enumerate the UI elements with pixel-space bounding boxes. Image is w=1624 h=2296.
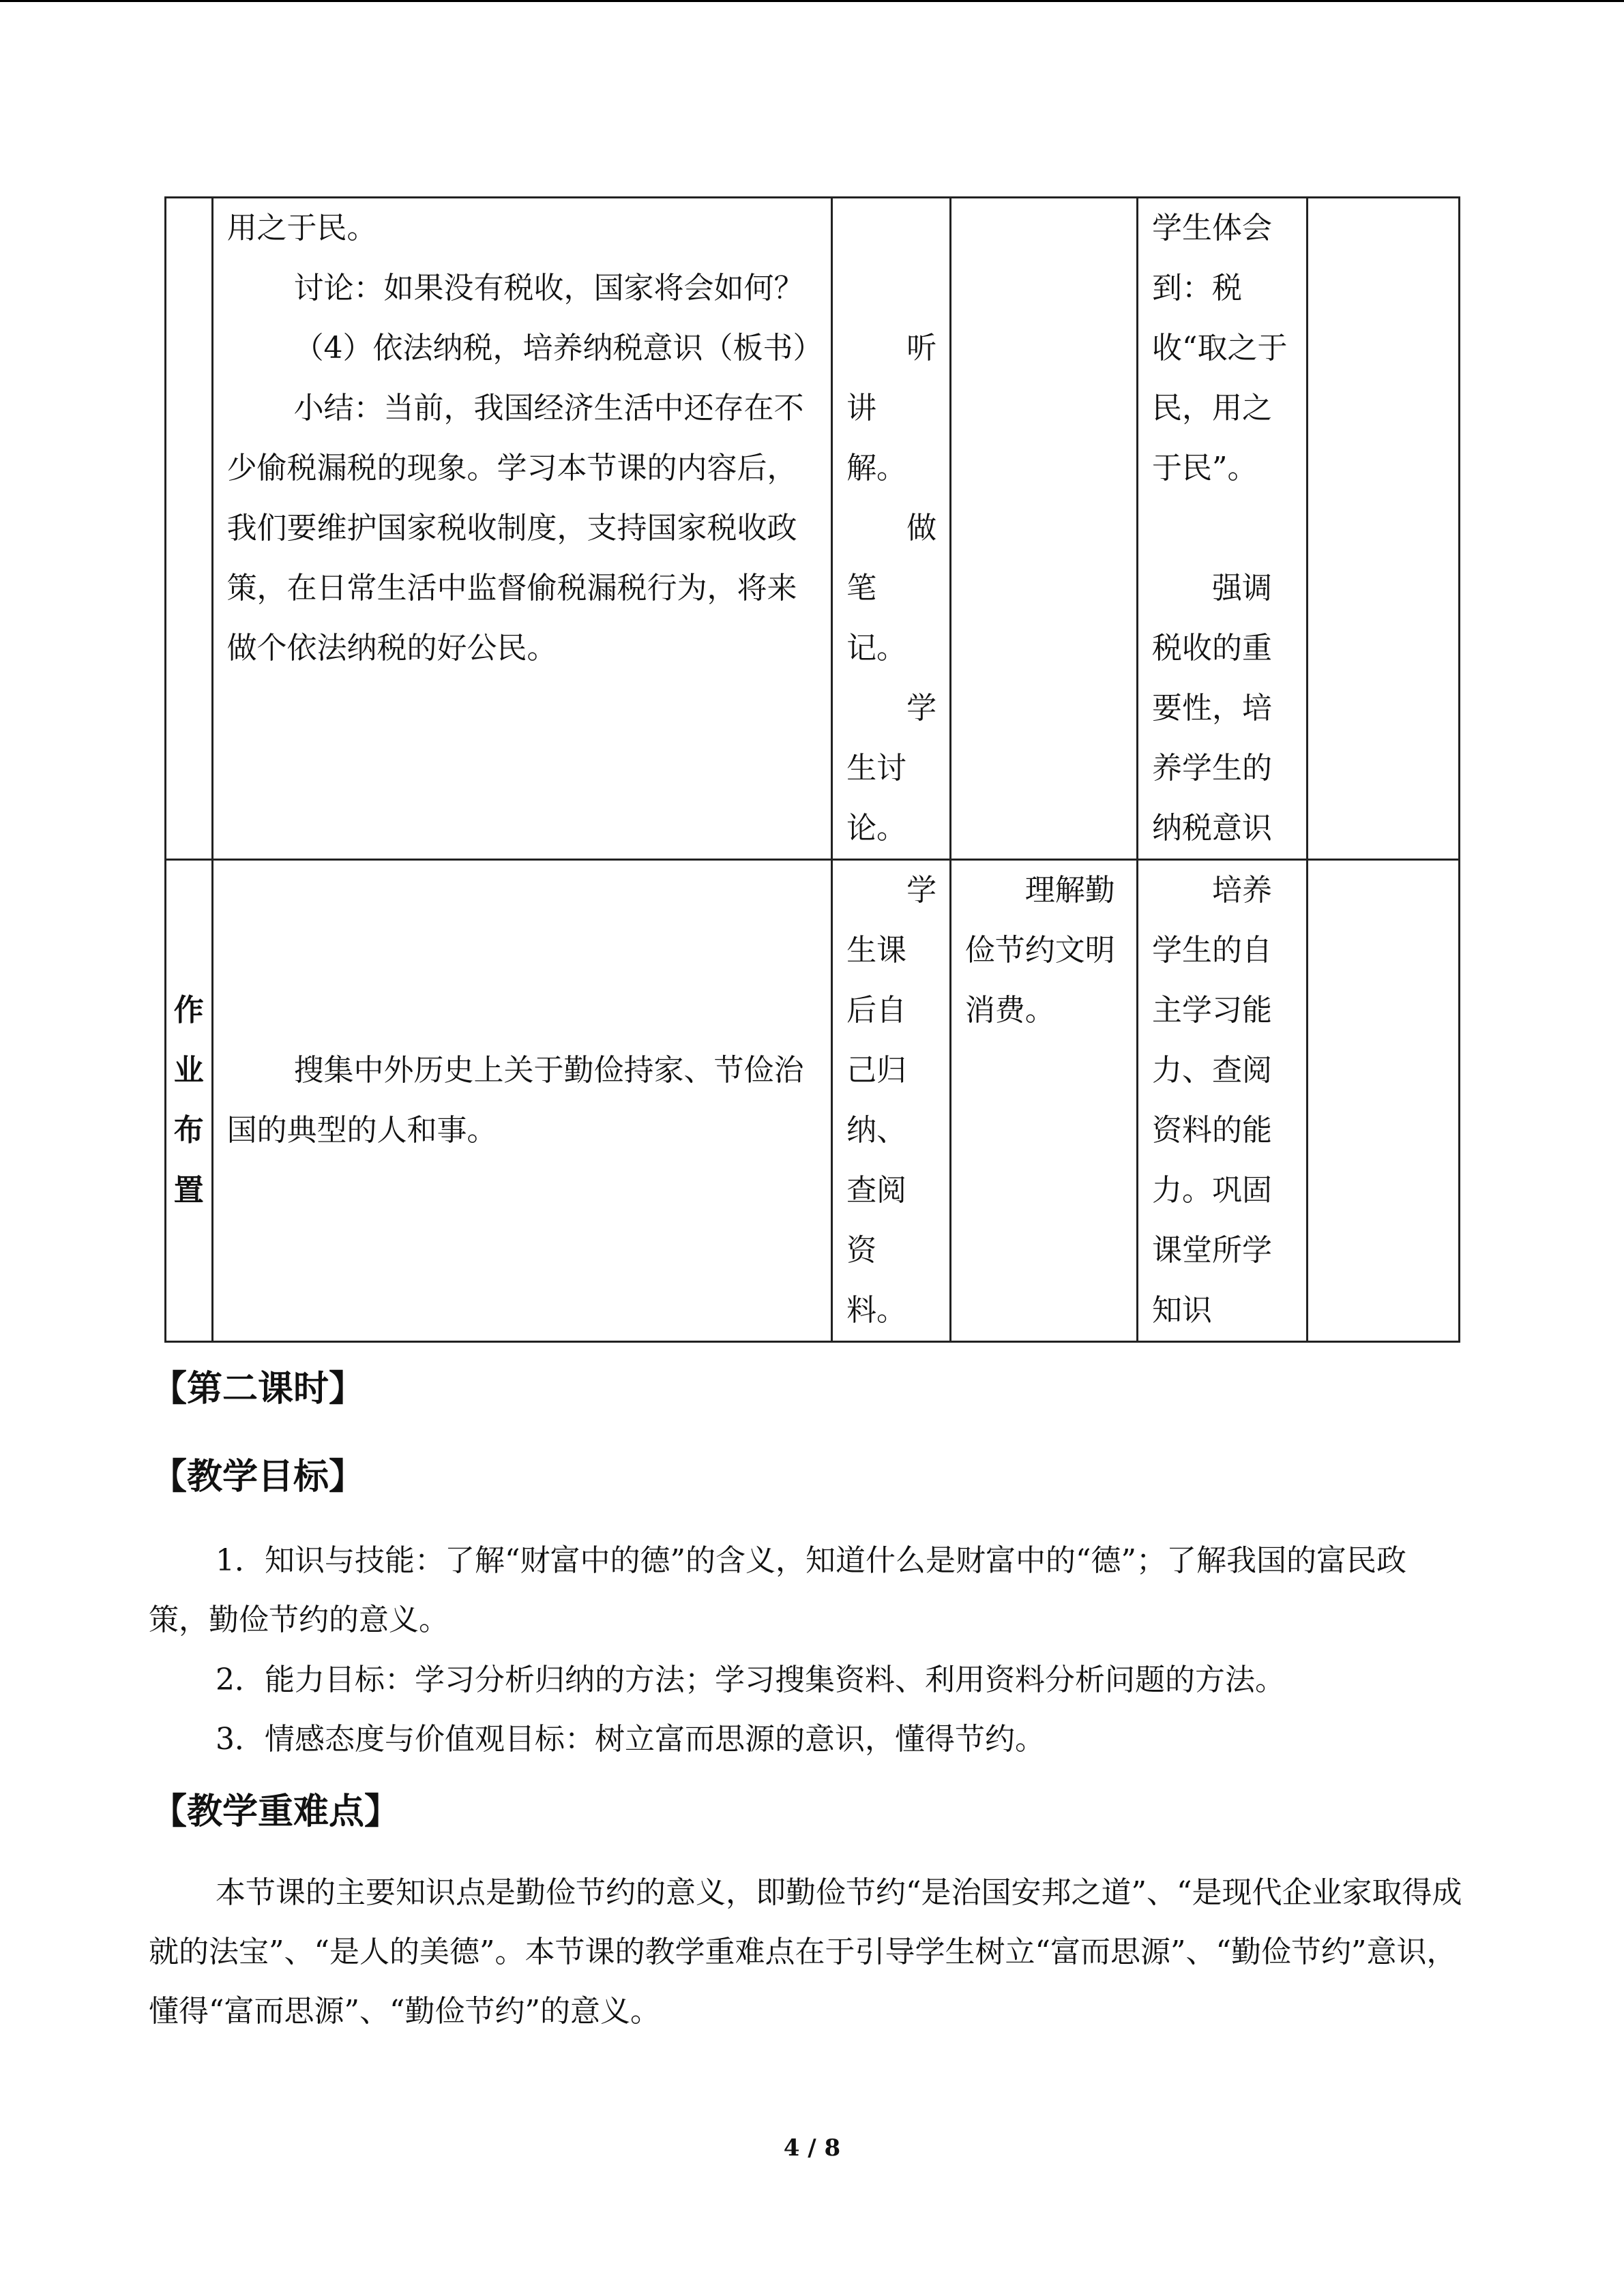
teacher-activity-cell <box>212 198 832 860</box>
student-line: 听讲解。 <box>846 331 937 486</box>
page-top-rule <box>0 0 1624 2</box>
content-line: （4）依法纳税，培养纳税意识（板书） <box>293 331 823 366</box>
remark-cell <box>1308 198 1460 860</box>
table-row <box>166 860 1460 1342</box>
key-points-text: 本节课的主要知识点是勤俭节约的意义，即勤俭节约“是治国安邦之道”、“是现代企业家取得成就的法宝”、“是人的美德”。本节课的教学重难点在于引导学生树立“富而思源”、“勤俭节约”意识，懂得“富而思源”、“勤俭节约”的意义。 <box>149 1875 1462 2029</box>
goal-item: 2．能力目标：学习分析归纳的方法；学习搜集资料、利用资料分析问题的方法。 <box>216 1663 1285 1697</box>
design-intent-cell <box>1138 198 1308 860</box>
homework-intent-text: 培养学生的自主学习能力、查阅资料的能力。巩固课堂所学知识 <box>1152 873 1272 1328</box>
homework-goal-cell <box>950 860 1137 1342</box>
intent-line: 强调税收的重要性，培养学生的纳税意识 <box>1152 571 1272 846</box>
goal-item: 3．情感态度与价值观目标：树立富而思源的意识，懂得节约。 <box>216 1722 1045 1757</box>
content-line: 小结：当前，我国经济生活中还存在不少偷税漏税的现象。学习本节课的内容后，我们要维护国家税收制度，支持国家税收政策，在日常生活中监督偷税漏税行为，将来做个依法纳税的好公民。 <box>226 391 804 666</box>
intent-line: 学生体会到：税收“取之于民，用之于民”。 <box>1152 211 1288 486</box>
student-line: 学生讨论。 <box>846 691 937 846</box>
homework-content-cell <box>212 860 832 1342</box>
homework-intent-cell <box>1138 860 1308 1342</box>
student-line: 做笔记。 <box>846 511 937 666</box>
section-heading-goals: 【教学目标】 <box>151 1457 365 1497</box>
content-line: 讨论：如果没有税收，国家将会如何？ <box>293 271 804 305</box>
student-activity-cell <box>832 198 951 860</box>
goal-cell <box>950 198 1137 860</box>
homework-goal-text: 理解勤俭节约文明消费。 <box>964 873 1115 1028</box>
homework-text: 搜集中外历史上关于勤俭持家、节俭治国的典型的人和事。 <box>226 1053 804 1148</box>
section-heading-key-points: 【教学重难点】 <box>151 1791 400 1832</box>
row-label-cell <box>166 198 213 860</box>
content-line: 用之于民。 <box>226 211 377 245</box>
homework-remark-cell <box>1308 860 1460 1342</box>
homework-label-text: 作业布置 <box>173 993 204 1208</box>
homework-student-cell <box>832 860 951 1342</box>
goal-item: 1．知识与技能：了解“财富中的德”的含义，知道什么是财富中的“德”；了解我国的富民政策，勤俭节约的意义。 <box>149 1543 1406 1637</box>
page-number: 4 / 8 <box>783 2134 841 2162</box>
homework-label <box>166 860 213 1342</box>
table-row <box>166 198 1460 860</box>
lesson-table <box>164 196 1460 1343</box>
homework-student-text: 学生课后自己归纳、查阅资料。 <box>846 873 937 1328</box>
section-heading-period: 【第二课时】 <box>151 1369 365 1410</box>
